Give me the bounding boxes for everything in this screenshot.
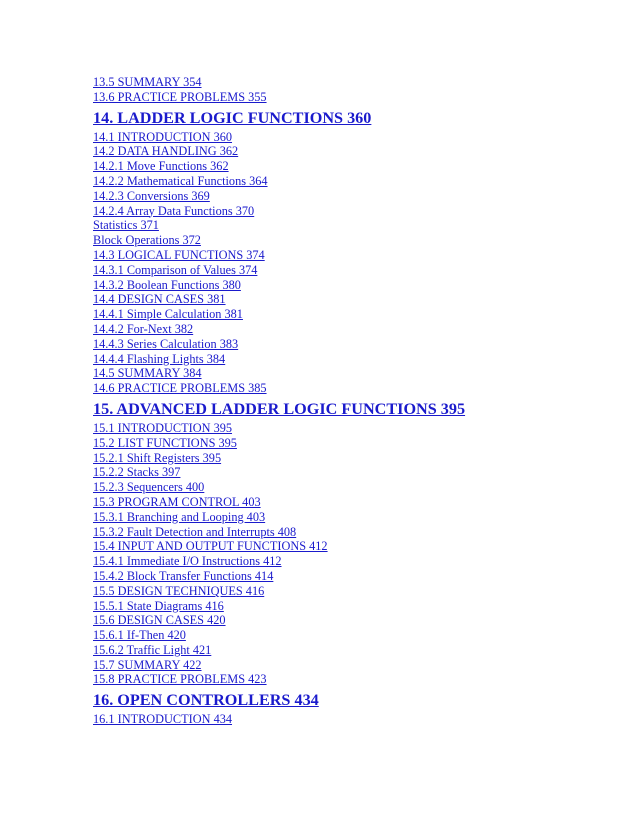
toc-link[interactable]: 14.6 PRACTICE PROBLEMS 385 [93,381,267,396]
toc-link[interactable]: 14.2.3 Conversions 369 [93,188,210,203]
toc-link[interactable]: 13.6 PRACTICE PROBLEMS 355 [93,89,267,104]
toc-link[interactable]: 14.5 SUMMARY 384 [93,366,202,381]
toc-link[interactable]: 15.3 PROGRAM CONTROL 403 [93,494,261,509]
toc-link[interactable]: 14.3.1 Comparison of Values 374 [93,262,258,277]
toc-link[interactable]: 13.5 SUMMARY 354 [93,75,202,89]
toc-link[interactable]: 14.2.4 Array Data Functions 370 [93,203,255,218]
toc-link[interactable]: 14.4.2 For-Next 382 [93,321,194,336]
toc-link[interactable]: 14.3 LOGICAL FUNCTIONS 374 [93,247,265,262]
toc-link[interactable]: 14.4.3 Series Calculation 383 [93,336,239,351]
toc-link[interactable]: 14.4 DESIGN CASES 381 [93,292,226,307]
toc-link[interactable]: 14.3.2 Boolean Functions 380 [93,277,241,292]
toc-link[interactable]: Block Operations 372 [93,233,201,248]
table-of-contents [93,75,613,727]
toc-link[interactable]: 15.8 PRACTICE PROBLEMS 423 [93,672,267,687]
toc-link[interactable]: 15.6.1 If-Then 420 [93,628,186,643]
toc-link[interactable]: 14.4.1 Simple Calculation 381 [93,307,243,322]
toc-link[interactable]: 15.3.1 Branching and Looping 403 [93,509,266,524]
toc-chapter-link[interactable]: 14. LADDER LOGIC FUNCTIONS 360 [93,108,372,127]
toc-link[interactable]: 15.4.2 Block Transfer Functions 414 [93,568,274,583]
toc-link[interactable]: 15.7 SUMMARY 422 [93,657,202,672]
toc-link[interactable]: 15.2.1 Shift Registers 395 [93,450,222,465]
toc-link[interactable]: 15.1 INTRODUCTION 395 [93,420,233,435]
toc-link[interactable]: 15.2.2 Stacks 397 [93,465,181,480]
toc-link[interactable]: 14.1 INTRODUCTION 360 [93,129,233,144]
toc-link[interactable]: 15.5.1 State Diagrams 416 [93,598,224,613]
toc-link[interactable]: 15.3.2 Fault Detection and Interrupts 408 [93,524,297,539]
toc-link[interactable]: 15.6 DESIGN CASES 420 [93,613,226,628]
toc-link[interactable]: 16.1 INTRODUCTION 434 [93,712,233,727]
toc-link[interactable]: 14.4.4 Flashing Lights 384 [93,351,226,366]
toc-link[interactable]: 15.4 INPUT AND OUTPUT FUNCTIONS 412 [93,539,328,554]
toc-chapter-link[interactable]: 15. ADVANCED LADDER LOGIC FUNCTIONS 395 [93,399,466,418]
toc-link[interactable]: Statistics 371 [93,218,159,233]
toc-link[interactable]: 15.4.1 Immediate I/O Instructions 412 [93,554,282,569]
toc-link[interactable]: 15.6.2 Traffic Light 421 [93,642,212,657]
toc-link[interactable]: 15.5 DESIGN TECHNIQUES 416 [93,583,265,598]
toc-link[interactable]: 14.2.2 Mathematical Functions 364 [93,173,268,188]
toc-link[interactable]: 14.2.1 Move Functions 362 [93,159,229,174]
toc-link[interactable]: 15.2 LIST FUNCTIONS 395 [93,435,237,450]
toc-chapter-link[interactable]: 16. OPEN CONTROLLERS 434 [93,691,319,710]
toc-link[interactable]: 15.2.3 Sequencers 400 [93,480,205,495]
toc-link[interactable]: 14.2 DATA HANDLING 362 [93,144,239,159]
